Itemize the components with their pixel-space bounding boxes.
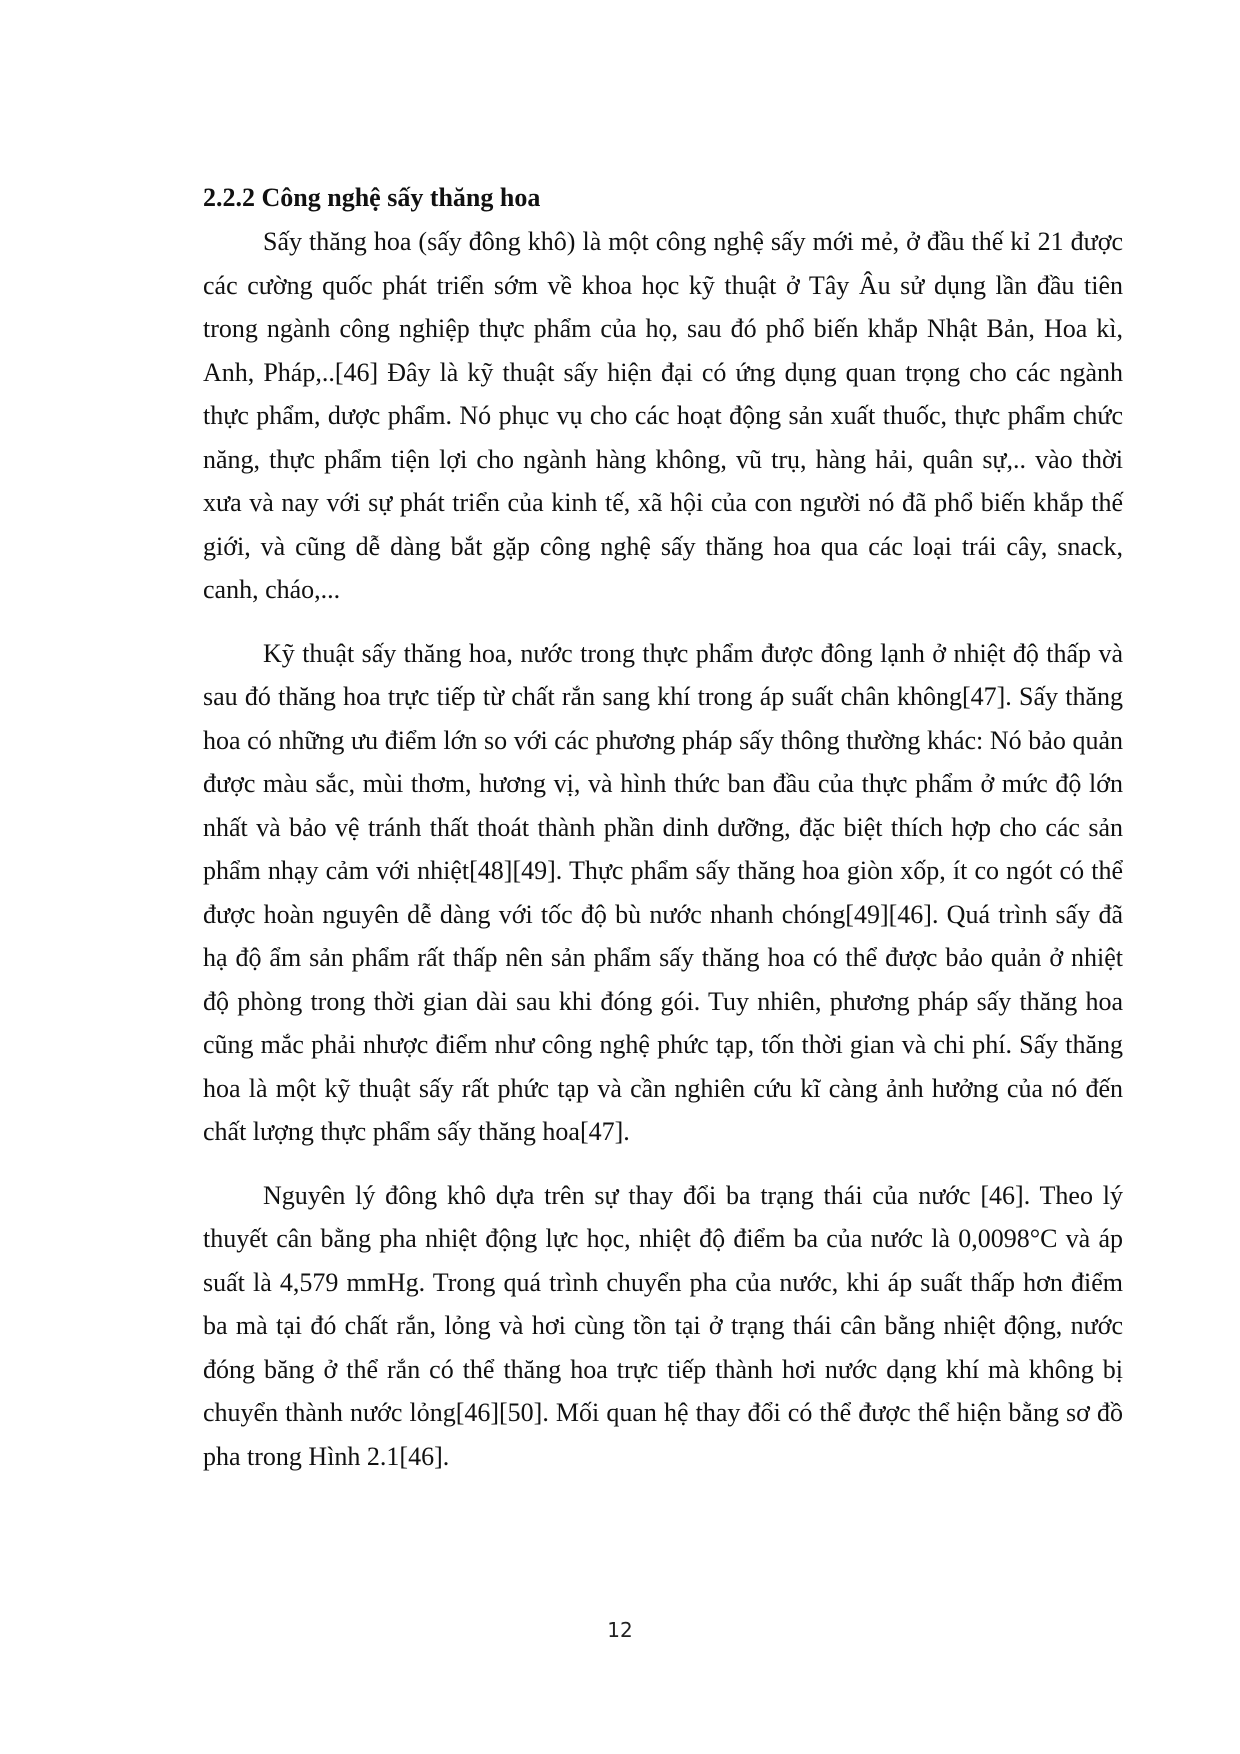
- page-content: [203, 176, 1123, 1478]
- paragraph-technique: Kỹ thuật sấy thăng hoa, nước trong thực phẩm được đông lạnh ở nhiệt độ thấp và sau đó thăng hoa trực tiếp từ chất rắn sang khí trong áp suất chân không[47]. Sấy thăng hoa có những ưu điểm lớn so với các phương pháp sấy thông thường khác: Nó bảo quản được màu sắc, mùi thơm, hương vị, và hình thức ban đầu của thực phẩm ở mức độ lớn nhất và bảo vệ tránh thất thoát thành phần dinh dưỡng, đặc biệt thích hợp cho các sản phẩm nhạy cảm với nhiệt[48][49]. Thực phẩm sấy thăng hoa giòn xốp, ít co ngót có thể được hoàn nguyên dễ dàng với tốc độ bù nước nhanh chóng[49][46]. Quá trình sấy đã hạ độ ẩm sản phẩm rất thấp nên sản phẩm sấy thăng hoa có thể được bảo quản ở nhiệt độ phòng trong thời gian dài sau khi đóng gói. Tuy nhiên, phương pháp sấy thăng hoa cũng mắc phải nhược điểm như công nghệ phức tạp, tốn thời gian và chi phí. Sấy thăng hoa là một kỹ thuật sấy rất phức tạp và cần nghiên cứu kĩ càng ảnh hưởng của nó đến chất lượng thực phẩm sấy thăng hoa[47].: [203, 638, 1123, 1146]
- paragraph-principle: Nguyên lý đông khô dựa trên sự thay đổi ba trạng thái của nước [46]. Theo lý thuyết cân bằng pha nhiệt động lực học, nhiệt độ điểm ba của nước là 0,0098°C và áp suất là 4,579 mmHg. Trong quá trình chuyển pha của nước, khi áp suất thấp hơn điểm ba mà tại đó chất rắn, lỏng và hơi cùng tồn tại ở trạng thái cân bằng nhiệt động, nước đóng băng ở thể rắn có thể thăng hoa trực tiếp thành hơi nước dạng khí mà không bị chuyển thành nước lỏng[46][50]. Mối quan hệ thay đổi có thể được thể hiện bằng sơ đồ pha trong Hình 2.1[46].: [203, 1180, 1123, 1471]
- paragraph-intro: Sấy thăng hoa (sấy đông khô) là một công nghệ sấy mới mẻ, ở đầu thế kỉ 21 được các cường quốc phát triển sớm về khoa học kỹ thuật ở Tây Âu sử dụng lần đầu tiên trong ngành công nghiệp thực phẩm của họ, sau đó phổ biến khắp Nhật Bản, Hoa kì, Anh, Pháp,..[46] Đây là kỹ thuật sấy hiện đại có ứng dụng quan trọng cho các ngành thực phẩm, dược phẩm. Nó phục vụ cho các hoạt động sản xuất thuốc, thực phẩm chức năng, thực phẩm tiện lợi cho ngành hàng không, vũ trụ, hàng hải, quân sự,.. vào thời xưa và nay với sự phát triển của kinh tế, xã hội của con người nó đã phổ biến khắp thế giới, và cũng dễ dàng bắt gặp công nghệ sấy thăng hoa qua các loại trái cây, snack, canh, cháo,...: [203, 227, 1123, 604]
- section-heading: 2.2.2 Công nghệ sấy thăng hoa: [203, 183, 541, 212]
- page-number: 12: [607, 1618, 633, 1642]
